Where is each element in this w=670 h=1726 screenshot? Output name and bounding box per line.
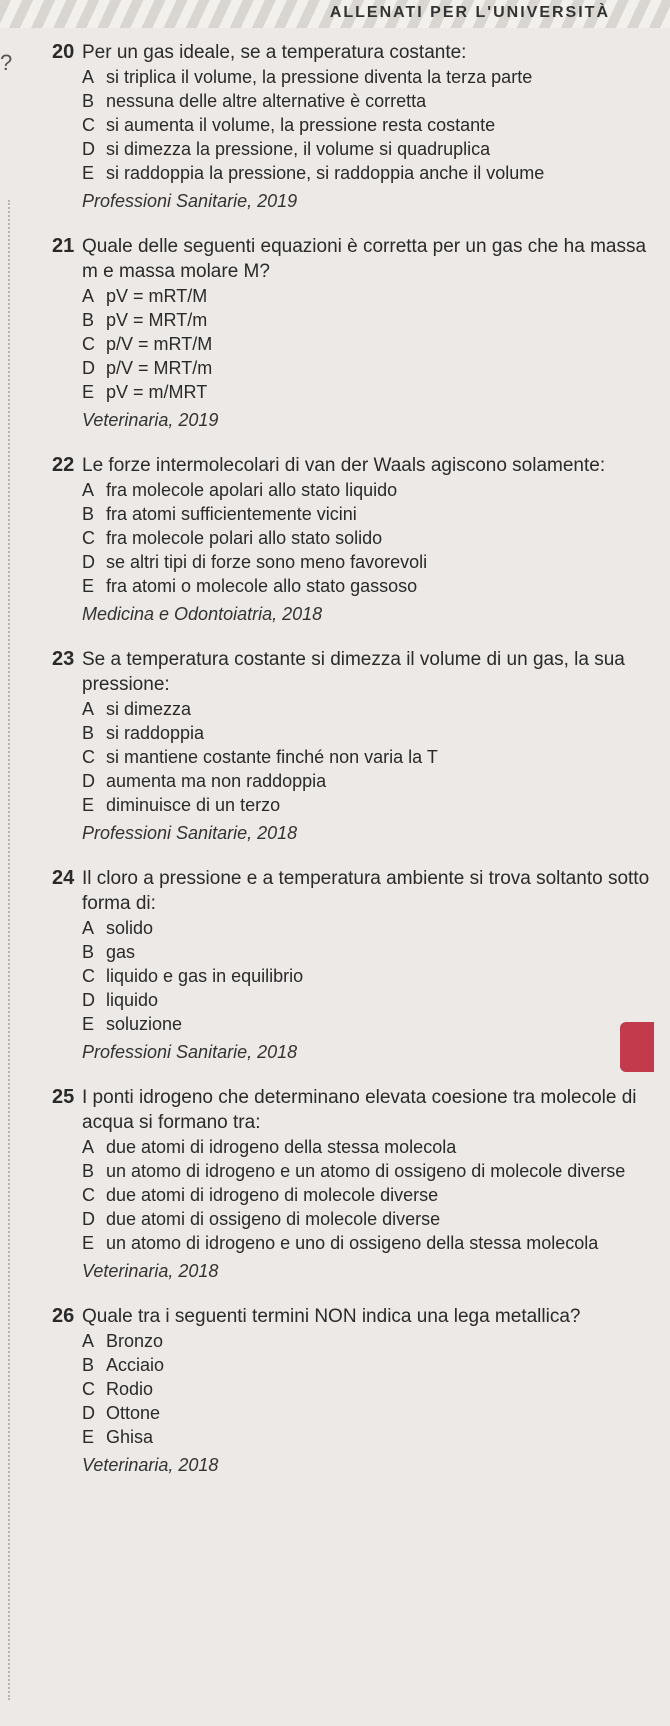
option-text: un atomo di idrogeno e un atomo di ossigeno di molecole diverse xyxy=(106,1161,626,1181)
answer-option-e xyxy=(82,1231,662,1255)
option-letter: A xyxy=(82,1137,95,1157)
answer-option-b xyxy=(82,1159,662,1183)
option-letter: B xyxy=(82,504,95,524)
option-letter: B xyxy=(82,310,95,330)
answer-option-c xyxy=(82,526,662,550)
option-text: pV = m/MRT xyxy=(106,382,208,402)
option-letter: A xyxy=(82,699,95,719)
answer-option-a xyxy=(82,284,662,308)
option-letter: E xyxy=(82,1427,95,1447)
option-text: fra atomi sufficientemente vicini xyxy=(106,504,357,524)
question-header xyxy=(52,647,662,697)
answer-option-e xyxy=(82,161,662,185)
option-text: se altri tipi di forze sono meno favorevoli xyxy=(106,552,428,572)
answer-option-a xyxy=(82,478,662,502)
option-letter: C xyxy=(82,334,95,354)
question-26 xyxy=(52,1304,662,1476)
option-text: due atomi di ossigeno di molecole diverse xyxy=(106,1209,441,1229)
option-letter: B xyxy=(82,942,95,962)
option-letter: A xyxy=(82,67,95,87)
answer-option-a xyxy=(82,65,662,89)
option-letter: B xyxy=(82,1161,95,1181)
option-text: pV = MRT/m xyxy=(106,310,208,330)
answer-option-b xyxy=(82,1353,662,1377)
answer-option-d xyxy=(82,137,662,161)
question-source: Professioni Sanitarie, 2019 xyxy=(82,191,298,211)
answer-option-a xyxy=(82,1135,662,1159)
question-20 xyxy=(52,40,662,212)
answer-option-a xyxy=(82,697,662,721)
option-text: liquido xyxy=(106,990,159,1010)
question-source: Veterinaria, 2018 xyxy=(82,1261,219,1281)
question-25 xyxy=(52,1085,662,1282)
option-text: si aumenta il volume, la pressione resta costante xyxy=(106,115,496,135)
option-text: si triplica il volume, la pressione diventa la terza parte xyxy=(106,67,533,87)
option-letter: D xyxy=(82,990,95,1010)
answer-option-d xyxy=(82,356,662,380)
question-text: Il cloro a pressione e a temperatura ambiente si trova soltanto sotto forma di: xyxy=(82,868,650,914)
option-text: si mantiene costante finché non varia la T xyxy=(106,747,438,767)
answer-option-c xyxy=(82,113,662,137)
option-letter: C xyxy=(82,966,95,986)
option-letter: D xyxy=(82,1403,95,1423)
answer-option-e xyxy=(82,1012,662,1036)
page-marker: ? xyxy=(0,50,13,75)
question-22 xyxy=(52,453,662,625)
question-number: 25 xyxy=(52,1086,75,1108)
option-letter: C xyxy=(82,1379,95,1399)
option-letter: E xyxy=(82,795,95,815)
option-text: Bronzo xyxy=(106,1331,164,1351)
option-text: fra molecole apolari allo stato liquido xyxy=(106,480,398,500)
option-text: Ottone xyxy=(106,1403,161,1423)
question-header xyxy=(52,1085,662,1135)
answer-option-e xyxy=(82,380,662,404)
answer-option-c xyxy=(82,964,662,988)
question-header xyxy=(52,40,662,65)
question-source: Professioni Sanitarie, 2018 xyxy=(82,823,298,843)
option-letter: D xyxy=(82,139,95,159)
question-text: Se a temperatura costante si dimezza il volume di un gas, la sua pressione: xyxy=(82,649,625,695)
option-letter: B xyxy=(82,723,95,743)
section-header: ALLENATI PER L'UNIVERSITÀ xyxy=(329,4,610,21)
question-number: 22 xyxy=(52,454,75,476)
answer-option-c xyxy=(82,745,662,769)
question-number: 26 xyxy=(52,1305,75,1327)
question-number: 21 xyxy=(52,235,75,257)
answer-option-d xyxy=(82,769,662,793)
option-text: si dimezza la pressione, il volume si quadruplica xyxy=(106,139,491,159)
option-text: nessuna delle altre alternative è corretta xyxy=(106,91,427,111)
option-letter: A xyxy=(82,918,95,938)
option-letter: A xyxy=(82,286,95,306)
option-text: fra atomi o molecole allo stato gassoso xyxy=(106,576,418,596)
question-source: Professioni Sanitarie, 2018 xyxy=(82,1042,298,1062)
answer-option-e xyxy=(82,574,662,598)
answer-option-c xyxy=(82,1377,662,1401)
answer-option-b xyxy=(82,502,662,526)
question-24 xyxy=(52,866,662,1063)
option-letter: D xyxy=(82,358,95,378)
answer-option-c xyxy=(82,1183,662,1207)
option-text: Ghisa xyxy=(106,1427,154,1447)
answer-option-b xyxy=(82,721,662,745)
option-letter: E xyxy=(82,163,95,183)
question-source: Medicina e Odontoiatria, 2018 xyxy=(82,604,323,624)
option-text: p/V = MRT/m xyxy=(106,358,213,378)
option-text: gas xyxy=(106,942,136,962)
answer-option-a xyxy=(82,916,662,940)
option-letter: A xyxy=(82,1331,95,1351)
option-letter: A xyxy=(82,480,95,500)
question-number: 24 xyxy=(52,867,75,889)
question-number: 23 xyxy=(52,648,75,670)
option-text: Acciaio xyxy=(106,1355,165,1375)
option-letter: B xyxy=(82,91,95,111)
option-text: soluzione xyxy=(106,1014,183,1034)
option-text: Rodio xyxy=(106,1379,154,1399)
option-letter: C xyxy=(82,1185,95,1205)
question-header xyxy=(52,453,662,478)
option-letter: C xyxy=(82,528,95,548)
answer-option-d xyxy=(82,1401,662,1425)
option-text: si dimezza xyxy=(106,699,192,719)
answer-option-b xyxy=(82,308,662,332)
option-letter: E xyxy=(82,576,95,596)
option-text: due atomi di idrogeno di molecole diverse xyxy=(106,1185,439,1205)
dotted-margin-line xyxy=(8,200,10,1700)
question-text: Le forze intermolecolari di van der Waals agiscono solamente: xyxy=(82,455,606,476)
option-text: p/V = mRT/M xyxy=(106,334,213,354)
option-letter: C xyxy=(82,747,95,767)
option-text: diminuisce di un terzo xyxy=(106,795,281,815)
option-text: solido xyxy=(106,918,154,938)
question-23 xyxy=(52,647,662,844)
option-text: si raddoppia xyxy=(106,723,205,743)
answer-option-d xyxy=(82,550,662,574)
option-letter: D xyxy=(82,552,95,572)
question-text: Quale delle seguenti equazioni è corretta per un gas che ha massa m e massa molare M? xyxy=(82,236,647,282)
question-header xyxy=(52,1304,662,1329)
option-text: aumenta ma non raddoppia xyxy=(106,771,327,791)
question-header xyxy=(52,234,662,284)
question-text: Quale tra i seguenti termini NON indica una lega metallica? xyxy=(82,1306,581,1327)
answer-option-b xyxy=(82,940,662,964)
option-letter: B xyxy=(82,1355,95,1375)
question-text: Per un gas ideale, se a temperatura costante: xyxy=(82,42,467,63)
answer-option-d xyxy=(82,1207,662,1231)
option-text: due atomi di idrogeno della stessa molecola xyxy=(106,1137,457,1157)
question-source: Veterinaria, 2019 xyxy=(82,410,219,430)
question-text: I ponti idrogeno che determinano elevata coesione tra molecole di acqua si formano tra: xyxy=(82,1087,637,1133)
option-letter: C xyxy=(82,115,95,135)
option-letter: E xyxy=(82,1233,95,1253)
question-source: Veterinaria, 2018 xyxy=(82,1455,219,1475)
question-header xyxy=(52,866,662,916)
answer-option-e xyxy=(82,1425,662,1449)
option-text: un atomo di idrogeno e uno di ossigeno della stessa molecola xyxy=(106,1233,599,1253)
question-number: 20 xyxy=(52,41,75,63)
option-text: fra molecole polari allo stato solido xyxy=(106,528,383,548)
option-letter: E xyxy=(82,1014,95,1034)
option-text: pV = mRT/M xyxy=(106,286,208,306)
answer-option-c xyxy=(82,332,662,356)
answer-option-a xyxy=(82,1329,662,1353)
answer-option-e xyxy=(82,793,662,817)
answer-option-b xyxy=(82,89,662,113)
option-text: liquido e gas in equilibrio xyxy=(106,966,304,986)
option-letter: D xyxy=(82,1209,95,1229)
question-21 xyxy=(52,234,662,431)
answer-option-d xyxy=(82,988,662,1012)
option-letter: D xyxy=(82,771,95,791)
question-list xyxy=(52,40,662,1498)
option-letter: E xyxy=(82,382,95,402)
option-text: si raddoppia la pressione, si raddoppia anche il volume xyxy=(106,163,545,183)
